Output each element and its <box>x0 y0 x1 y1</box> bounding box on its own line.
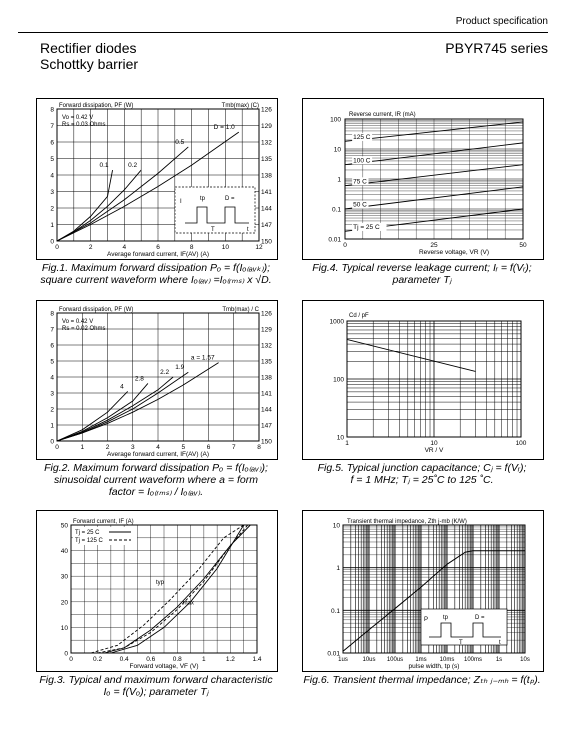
fig2-ytick-label: 2 <box>50 406 54 414</box>
fig1-inset-tp: tp <box>200 196 206 202</box>
fig2-caption <box>36 462 276 498</box>
fig2-xtick-label: 2 <box>105 444 110 451</box>
fig2-caption-l2: sinusoidal current waveform where a = form <box>54 474 258 486</box>
fig4-series-label: 75 C <box>353 178 367 186</box>
fig2-ytick-label: 1 <box>50 422 54 430</box>
fig6-panel <box>302 510 544 672</box>
fig6-inset-time: t <box>499 640 501 646</box>
fig4-xtick-label: 0 <box>343 242 347 249</box>
fig1-xtick-label: 2 <box>88 244 93 251</box>
fig6-ytick-label: 0.1 <box>330 607 340 615</box>
fig4-ytick-label: 10 <box>333 146 341 154</box>
fig2-ytick-label: 6 <box>50 342 54 350</box>
fig2-ytick-label: 7 <box>50 326 54 334</box>
fig1-xtick-label: 0 <box>55 244 59 251</box>
fig1-xtick-label: 4 <box>122 244 127 251</box>
fig4-series-label: 100 C <box>353 157 371 165</box>
fig6-ytick-label: 0.01 <box>327 650 340 658</box>
fig3-ytick-label: 30 <box>60 573 68 581</box>
fig5-xtick-label: 10 <box>430 440 438 447</box>
fig4-caption-l2: parameter Tⱼ <box>392 274 452 286</box>
fig6-caption-l1: Fig.6. Transient thermal impedance; Zₜₕ ⱼ₋ₘₕ = f(tₚ). <box>303 674 541 686</box>
fig4-chart <box>303 99 543 259</box>
fig2-caption-l1: Fig.2. Maximum forward dissipation Pₒ = f(Iₒ₍ₐᵥ₎); <box>44 462 268 474</box>
fig2-xtick-label: 5 <box>181 444 186 451</box>
fig1-series-label: 0.5 <box>175 138 185 146</box>
fig2-xtick-label: 6 <box>206 444 211 451</box>
fig6-xtick-label: 1us <box>338 657 348 663</box>
fig4-title: Reverse current, IR (mA) <box>349 112 416 118</box>
fig2-series-label: 2.2 <box>160 369 170 376</box>
fig2-rtick-label: 135 <box>261 358 272 366</box>
fig6-xtick-label: 1s <box>495 657 503 663</box>
fig1-caption <box>36 262 276 286</box>
fig2-series-label: 4 <box>120 383 124 391</box>
fig3-xtick-label: 0 <box>69 656 73 663</box>
fig6-ytick-label: 1 <box>336 565 340 573</box>
fig1-inset-t: T <box>211 227 215 233</box>
fig2-series-label: 2.8 <box>134 375 144 383</box>
fig1-xtick-label: 12 <box>255 244 263 251</box>
fig1-rtick-label: 147 <box>261 222 272 229</box>
fig6-chart <box>303 511 543 671</box>
fig4-series-label: 125 C <box>353 133 371 141</box>
fig2-rtick-label: 141 <box>261 390 272 398</box>
fig3-xtick-label: 0.4 <box>119 656 129 663</box>
fig5-xtick-label: 100 <box>515 440 527 447</box>
fig1-ytick-label: 6 <box>50 139 54 147</box>
fig2-xlabel: Average forward current, IF(AV) (A) <box>107 451 209 458</box>
fig5-title: Cd / pF <box>349 313 369 319</box>
fig2-xtick-label: 7 <box>231 444 236 451</box>
fig2-ytick-label: 8 <box>50 310 54 318</box>
fig2-ytick-label: 4 <box>50 374 54 382</box>
fig2-series-label: a = 1.57 <box>190 354 215 362</box>
fig2-xtick-label: 4 <box>156 444 160 451</box>
fig5-chart <box>303 301 543 459</box>
fig4-caption <box>302 262 542 286</box>
fig5-ytick-label: 10 <box>336 434 344 442</box>
fig3-legend-125: Tj = 125 C <box>75 538 103 544</box>
product-title <box>40 40 138 72</box>
fig6-title: Transient thermal impedance, Zth j-mb (K/W) <box>347 519 467 525</box>
fig1-caption-l2: square current waveform where Iₒ₍ₐᵥ₎ =Iₒ₍ᵣₘₛ₎ x √D. <box>40 274 272 286</box>
fig2-series-label: 1.9 <box>175 364 185 372</box>
fig2-panel <box>36 300 278 460</box>
fig2-series-line <box>57 391 128 441</box>
fig2-rtick-label: 126 <box>261 310 272 318</box>
fig1-ytick-label: 4 <box>50 172 54 180</box>
fig1-series-line <box>57 170 113 241</box>
fig4-xlabel: Reverse voltage, VR (V) <box>418 249 490 256</box>
fig4-ytick-label: 100 <box>330 116 341 124</box>
fig6-xtick-label: 10us <box>362 657 376 663</box>
fig6-xtick-label: 100us <box>386 657 404 663</box>
fig3-xtick-label: 0.8 <box>172 656 182 663</box>
fig5-xlabel: VR / V <box>424 447 444 454</box>
fig2-rtick-label: 129 <box>261 326 272 334</box>
fig6-inset-box <box>421 609 507 645</box>
fig1-rtick-label: 138 <box>261 172 272 180</box>
fig1-annotation: Vo = 0.42 V <box>62 115 94 121</box>
fig6-ytick-label: 10 <box>332 522 340 530</box>
fig1-series-label: D = 1.0 <box>213 124 235 132</box>
product-line2: Schottky barrier <box>40 56 139 72</box>
fig5-panel <box>302 300 544 460</box>
fig2-caption-l3: factor = Iₒ₍ᵣₘₛ₎ / Iₒ₍ₐᵥ₎. <box>108 486 204 498</box>
fig3-xtick-label: 0.6 <box>146 656 156 663</box>
fig1-inset-i: I <box>180 199 182 205</box>
fig1-series-label: 0.1 <box>99 162 109 170</box>
fig3-title: Forward current, IF (A) <box>73 519 134 525</box>
fig5-xtick-label: 1 <box>345 440 349 447</box>
header-rule <box>18 32 548 33</box>
fig4-series-label: Tj = 25 C <box>353 223 380 231</box>
fig1-rtick-label: 150 <box>261 238 272 246</box>
fig1-xlabel: Average forward current, IF(AV) (A) <box>107 251 209 258</box>
fig4-ytick-label: 0.01 <box>328 236 341 244</box>
fig2-xtick-label: 0 <box>55 444 59 451</box>
fig3-xlabel: Forward voltage, VF (V) <box>129 663 199 670</box>
fig1-xtick-label: 6 <box>156 244 160 251</box>
fig3-caption-l1: Fig.3. Typical and maximum forward characteristic <box>39 674 273 686</box>
fig2-xtick-label: 3 <box>130 444 135 451</box>
fig6-xtick-label: 1ms <box>415 657 427 663</box>
fig3-xtick-label: 0.2 <box>93 656 103 663</box>
fig3-xtick-label: 1.2 <box>225 656 235 663</box>
fig1-xtick-label: 10 <box>221 244 229 251</box>
fig6-inset-t: T <box>459 640 463 646</box>
fig5-caption-l2: f = 1 MHz; Tⱼ = 25˚C to 125 ˚C. <box>350 474 494 486</box>
fig1-rtick-label: 135 <box>261 156 272 163</box>
fig3-ytick-label: 20 <box>60 599 68 607</box>
fig3-label-typ: typ <box>156 579 165 586</box>
fig3-label-max: max <box>182 600 194 607</box>
fig4-ytick-label: 1 <box>337 176 341 184</box>
fig2-chart <box>37 301 277 459</box>
fig2-ytick-label: 3 <box>50 390 54 398</box>
fig1-inset-d: D = <box>225 196 235 202</box>
fig3-legend-25: Tj = 25 C <box>75 530 100 536</box>
fig6-inset-d: D = <box>475 615 485 621</box>
fig3-ytick-label: 50 <box>60 522 68 530</box>
fig2-series-line <box>57 363 219 441</box>
fig4-xtick-label: 50 <box>519 242 527 249</box>
fig2-rtick-label: 144 <box>261 406 272 414</box>
fig2-rtick-label: 147 <box>261 422 272 430</box>
fig2-ytick-label: 5 <box>50 358 54 366</box>
fig1-title-right: Tmb(max) (C) <box>221 103 259 109</box>
fig1-series-line <box>57 147 188 241</box>
fig6-xtick-label: 10ms <box>439 657 455 663</box>
fig6-inset-p: P <box>424 617 429 623</box>
spec-label: Product specification <box>455 16 548 27</box>
fig3-chart <box>37 511 277 671</box>
fig6-xlabel: pulse width, tp (s) <box>408 663 460 670</box>
fig1-caption-l1: Fig.1. Maximum forward dissipation Pₒ = f(Iₒ₍ₐᵥₖ₎); <box>41 262 271 274</box>
fig4-series-label: 50 C <box>353 201 367 209</box>
fig1-ytick-label: 0 <box>50 238 54 246</box>
fig1-ytick-label: 5 <box>50 156 54 163</box>
fig3-caption-l2: Iₒ = f(Vₒ); parameter Tⱼ <box>103 686 209 698</box>
fig2-title: Forward dissipation, PF (W) <box>59 307 134 313</box>
fig1-series-line <box>57 170 141 241</box>
fig5-caption-l1: Fig.5. Typical junction capacitance; Cⱼ = f(Vᵣ); <box>317 462 527 474</box>
fig6-caption <box>302 674 542 686</box>
fig2-xtick-label: 1 <box>80 444 85 451</box>
fig5-ytick-label: 100 <box>333 376 344 384</box>
fig1-rtick-label: 141 <box>261 189 272 196</box>
fig1-inset-time: t <box>247 227 249 233</box>
fig3-ytick-label: 10 <box>60 624 68 632</box>
fig1-xtick-label: 8 <box>189 244 194 251</box>
fig1-rtick-label: 144 <box>261 205 272 213</box>
fig1-ytick-label: 2 <box>50 205 54 213</box>
fig1-annotation: Rs = 0.03 Ohms <box>62 122 106 128</box>
fig4-ytick-label: 0.1 <box>331 206 341 214</box>
fig6-inset-tp: tp <box>443 615 449 621</box>
fig6-xtick-label: 10s <box>520 657 530 663</box>
fig2-rtick-label: 138 <box>261 374 272 382</box>
fig1-ytick-label: 8 <box>50 106 54 114</box>
fig3-ytick-label: 0 <box>64 650 68 658</box>
fig1-rtick-label: 129 <box>261 123 272 130</box>
fig2-rtick-label: 150 <box>261 438 272 446</box>
fig1-inset-box <box>175 187 255 233</box>
fig2-rtick-label: 132 <box>261 342 272 350</box>
fig1-rtick-label: 132 <box>261 139 272 147</box>
product-line1: Rectifier diodes <box>40 40 137 56</box>
fig3-caption <box>36 674 276 698</box>
fig2-annotation: Vo = 0.42 V <box>62 319 94 325</box>
fig2-xtick-label: 8 <box>257 444 261 451</box>
fig4-xtick-label: 25 <box>430 242 438 249</box>
fig1-ytick-label: 3 <box>50 189 54 196</box>
fig2-annotation: Rs = 0.02 Ohms <box>62 326 106 332</box>
fig2-title-right: Tmb(max) / C <box>222 307 259 313</box>
fig1-title: Forward dissipation, PF (W) <box>59 103 134 109</box>
fig2-ytick-label: 0 <box>50 438 54 446</box>
fig3-panel <box>36 510 278 672</box>
series-title: PBYR745 series <box>445 40 548 56</box>
fig6-xtick-label: 100ms <box>463 657 483 663</box>
fig3-ytick-label: 40 <box>60 548 68 556</box>
fig1-ytick-label: 7 <box>50 123 54 130</box>
fig3-xtick-label: 1 <box>202 656 206 663</box>
fig1-ytick-label: 1 <box>50 222 54 229</box>
fig1-panel <box>36 98 278 260</box>
fig4-panel <box>302 98 544 260</box>
fig4-caption-l1: Fig.4. Typical reverse leakage current; Iᵣ = f(Vᵣ); <box>312 262 532 274</box>
fig5-ytick-label: 1000 <box>329 318 344 326</box>
fig2-series-line <box>57 383 148 441</box>
fig1-rtick-label: 126 <box>261 106 272 114</box>
fig1-series-label: 0.2 <box>128 162 138 170</box>
fig3-xtick-label: 1.4 <box>252 656 262 663</box>
fig5-caption <box>302 462 542 486</box>
fig1-chart <box>37 99 277 259</box>
